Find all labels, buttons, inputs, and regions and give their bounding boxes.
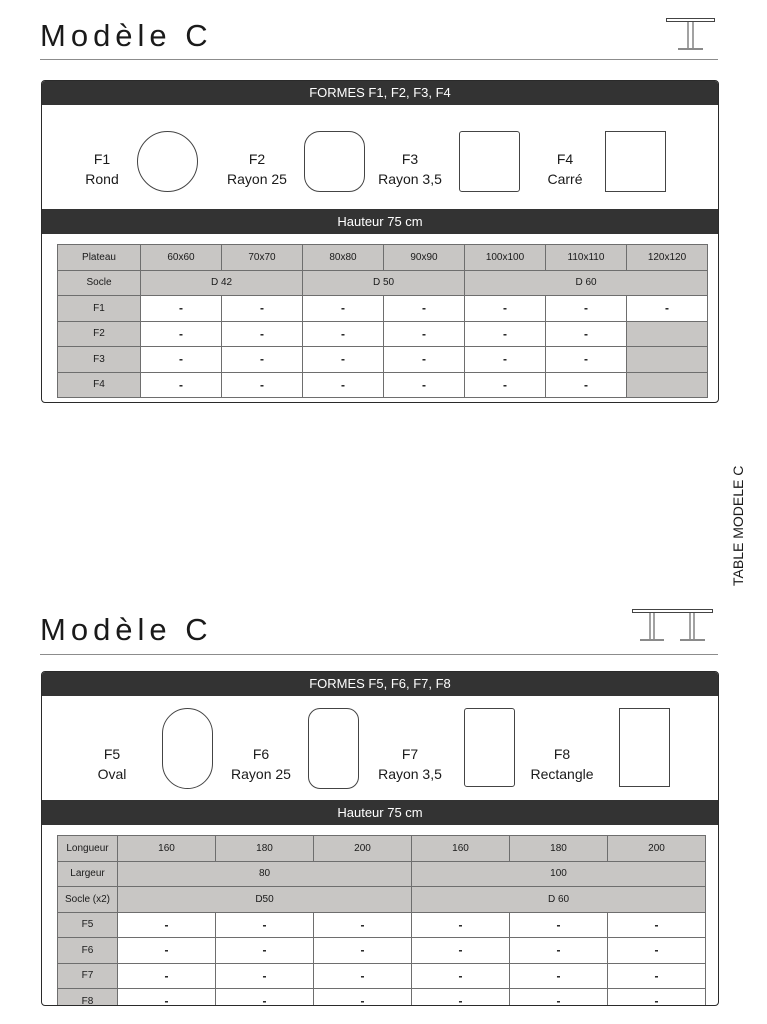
availability-cell: - <box>216 938 314 964</box>
row-label: F2 <box>58 321 141 347</box>
length-cell: 200 <box>314 836 412 862</box>
socle-cell: D 60 <box>465 270 708 296</box>
size-cell: 90x90 <box>384 245 465 271</box>
table-row <box>58 245 708 271</box>
longueur-header: Longueur <box>58 836 118 862</box>
unavailable-cell <box>627 372 708 398</box>
section2-shapes <box>42 696 718 800</box>
size-cell: 80x80 <box>303 245 384 271</box>
availability-cell: - <box>216 963 314 989</box>
length-cell: 160 <box>118 836 216 862</box>
rectangle-shape-icon <box>619 708 670 787</box>
row-label: F7 <box>58 963 118 989</box>
radius25-shape-icon <box>304 131 365 192</box>
shape-f1-code: F1 <box>93 151 111 167</box>
shape-f4-code: F4 <box>556 151 574 167</box>
table-row <box>58 989 706 1007</box>
availability-cell: - <box>141 321 222 347</box>
availability-cell: - <box>222 372 303 398</box>
availability-cell: - <box>546 296 627 322</box>
shape-f8-code: F8 <box>553 746 571 762</box>
shape-f5-code: F5 <box>103 746 121 762</box>
availability-cell: - <box>412 963 510 989</box>
availability-cell: - <box>546 347 627 373</box>
length-cell: 160 <box>412 836 510 862</box>
section2-title-rule <box>40 654 718 655</box>
availability-cell: - <box>118 963 216 989</box>
availability-cell: - <box>222 296 303 322</box>
oval-shape-icon <box>162 708 213 789</box>
availability-cell: - <box>546 321 627 347</box>
table-row <box>58 296 708 322</box>
availability-cell: - <box>303 347 384 373</box>
availability-cell: - <box>118 989 216 1007</box>
availability-cell: - <box>465 321 546 347</box>
length-cell: 180 <box>510 836 608 862</box>
shape-f4-name: Carré <box>547 171 583 187</box>
section1-title: Modèle C <box>40 18 213 53</box>
shape-f8-name: Rectangle <box>530 766 594 782</box>
radius35-rect-shape-icon <box>464 708 515 787</box>
availability-cell: - <box>314 989 412 1007</box>
width-cell: 100 <box>412 861 706 887</box>
shape-f4-label <box>537 149 593 189</box>
availability-cell: - <box>222 347 303 373</box>
round-shape-icon <box>137 131 198 192</box>
shape-f2-label <box>222 149 292 189</box>
availability-cell: - <box>216 989 314 1007</box>
row-label: F1 <box>58 296 141 322</box>
socle-cell: D50 <box>118 887 412 913</box>
availability-cell: - <box>608 989 706 1007</box>
availability-cell: - <box>303 296 384 322</box>
row-label: F6 <box>58 938 118 964</box>
shape-f1-label <box>82 149 122 189</box>
section2-height-band: Hauteur 75 cm <box>42 800 718 825</box>
length-cell: 180 <box>216 836 314 862</box>
size-cell: 110x110 <box>546 245 627 271</box>
shape-f5-name: Oval <box>97 766 127 782</box>
table-row <box>58 347 708 373</box>
width-cell: 80 <box>118 861 412 887</box>
shape-f2-code: F2 <box>248 151 266 167</box>
table-row <box>58 963 706 989</box>
size-cell: 100x100 <box>465 245 546 271</box>
shape-f3-name: Rayon 3,5 <box>378 171 442 187</box>
availability-cell: - <box>608 912 706 938</box>
shape-f7-code: F7 <box>401 746 419 762</box>
plateau-header: Plateau <box>58 245 141 271</box>
section1-panel <box>41 80 719 403</box>
availability-cell: - <box>465 372 546 398</box>
availability-cell: - <box>510 938 608 964</box>
shape-f2-name: Rayon 25 <box>227 171 287 187</box>
size-cell: 60x60 <box>141 245 222 271</box>
section2-title: Modèle C <box>40 612 213 647</box>
table-row <box>58 270 708 296</box>
row-label: F5 <box>58 912 118 938</box>
availability-cell: - <box>216 912 314 938</box>
shape-f7-label <box>375 744 445 784</box>
shape-f6-name: Rayon 25 <box>231 766 291 782</box>
availability-cell: - <box>384 321 465 347</box>
availability-cell: - <box>510 989 608 1007</box>
shape-f3-label <box>375 149 445 189</box>
shape-f6-code: F6 <box>252 746 270 762</box>
shape-f8-label <box>522 744 602 784</box>
section2-panel <box>41 671 719 1006</box>
availability-cell: - <box>384 347 465 373</box>
socle-header: Socle (x2) <box>58 887 118 913</box>
radius35-shape-icon <box>459 131 520 192</box>
square-shape-icon <box>605 131 666 192</box>
availability-cell: - <box>141 347 222 373</box>
availability-cell: - <box>627 296 708 322</box>
table-row <box>58 372 708 398</box>
double-pedestal-table-icon <box>632 609 714 643</box>
availability-cell: - <box>141 372 222 398</box>
largeur-header: Largeur <box>58 861 118 887</box>
shape-f3-code: F3 <box>401 151 419 167</box>
availability-cell: - <box>465 347 546 373</box>
row-label: F8 <box>58 989 118 1007</box>
size-cell: 120x120 <box>627 245 708 271</box>
shape-f5-label <box>82 744 142 784</box>
availability-cell: - <box>412 938 510 964</box>
availability-cell: - <box>546 372 627 398</box>
side-label: TABLE MODELE C <box>730 465 746 586</box>
availability-cell: - <box>141 296 222 322</box>
availability-cell: - <box>314 938 412 964</box>
unavailable-cell <box>627 321 708 347</box>
availability-cell: - <box>412 989 510 1007</box>
shape-f6-label <box>226 744 296 784</box>
section1-height-band: Hauteur 75 cm <box>42 209 718 234</box>
table-row <box>58 938 706 964</box>
row-label: F4 <box>58 372 141 398</box>
socle-cell: D 42 <box>141 270 303 296</box>
availability-cell: - <box>303 321 384 347</box>
availability-cell: - <box>510 963 608 989</box>
pedestal-table-icon <box>666 18 716 52</box>
socle-cell: D 60 <box>412 887 706 913</box>
availability-cell: - <box>465 296 546 322</box>
availability-cell: - <box>118 912 216 938</box>
section2-spec-table <box>57 835 706 1006</box>
shape-f1-name: Rond <box>85 171 119 187</box>
table-row <box>58 861 706 887</box>
availability-cell: - <box>303 372 384 398</box>
availability-cell: - <box>384 372 465 398</box>
availability-cell: - <box>222 321 303 347</box>
availability-cell: - <box>608 938 706 964</box>
availability-cell: - <box>608 963 706 989</box>
radius25-rect-shape-icon <box>308 708 359 789</box>
shape-f7-name: Rayon 3,5 <box>378 766 442 782</box>
section1-title-rule <box>40 59 718 60</box>
availability-cell: - <box>510 912 608 938</box>
availability-cell: - <box>412 912 510 938</box>
availability-cell: - <box>118 938 216 964</box>
row-label: F3 <box>58 347 141 373</box>
socle-header: Socle <box>58 270 141 296</box>
section1-shapes <box>42 105 718 209</box>
section2-header: FORMES F5, F6, F7, F8 <box>42 672 718 696</box>
availability-cell: - <box>314 912 412 938</box>
availability-cell: - <box>314 963 412 989</box>
table-row <box>58 836 706 862</box>
size-cell: 70x70 <box>222 245 303 271</box>
availability-cell: - <box>384 296 465 322</box>
length-cell: 200 <box>608 836 706 862</box>
socle-cell: D 50 <box>303 270 465 296</box>
table-row <box>58 887 706 913</box>
unavailable-cell <box>627 347 708 373</box>
table-row <box>58 321 708 347</box>
section1-spec-table <box>57 244 708 398</box>
section1-header: FORMES F1, F2, F3, F4 <box>42 81 718 105</box>
table-row <box>58 912 706 938</box>
